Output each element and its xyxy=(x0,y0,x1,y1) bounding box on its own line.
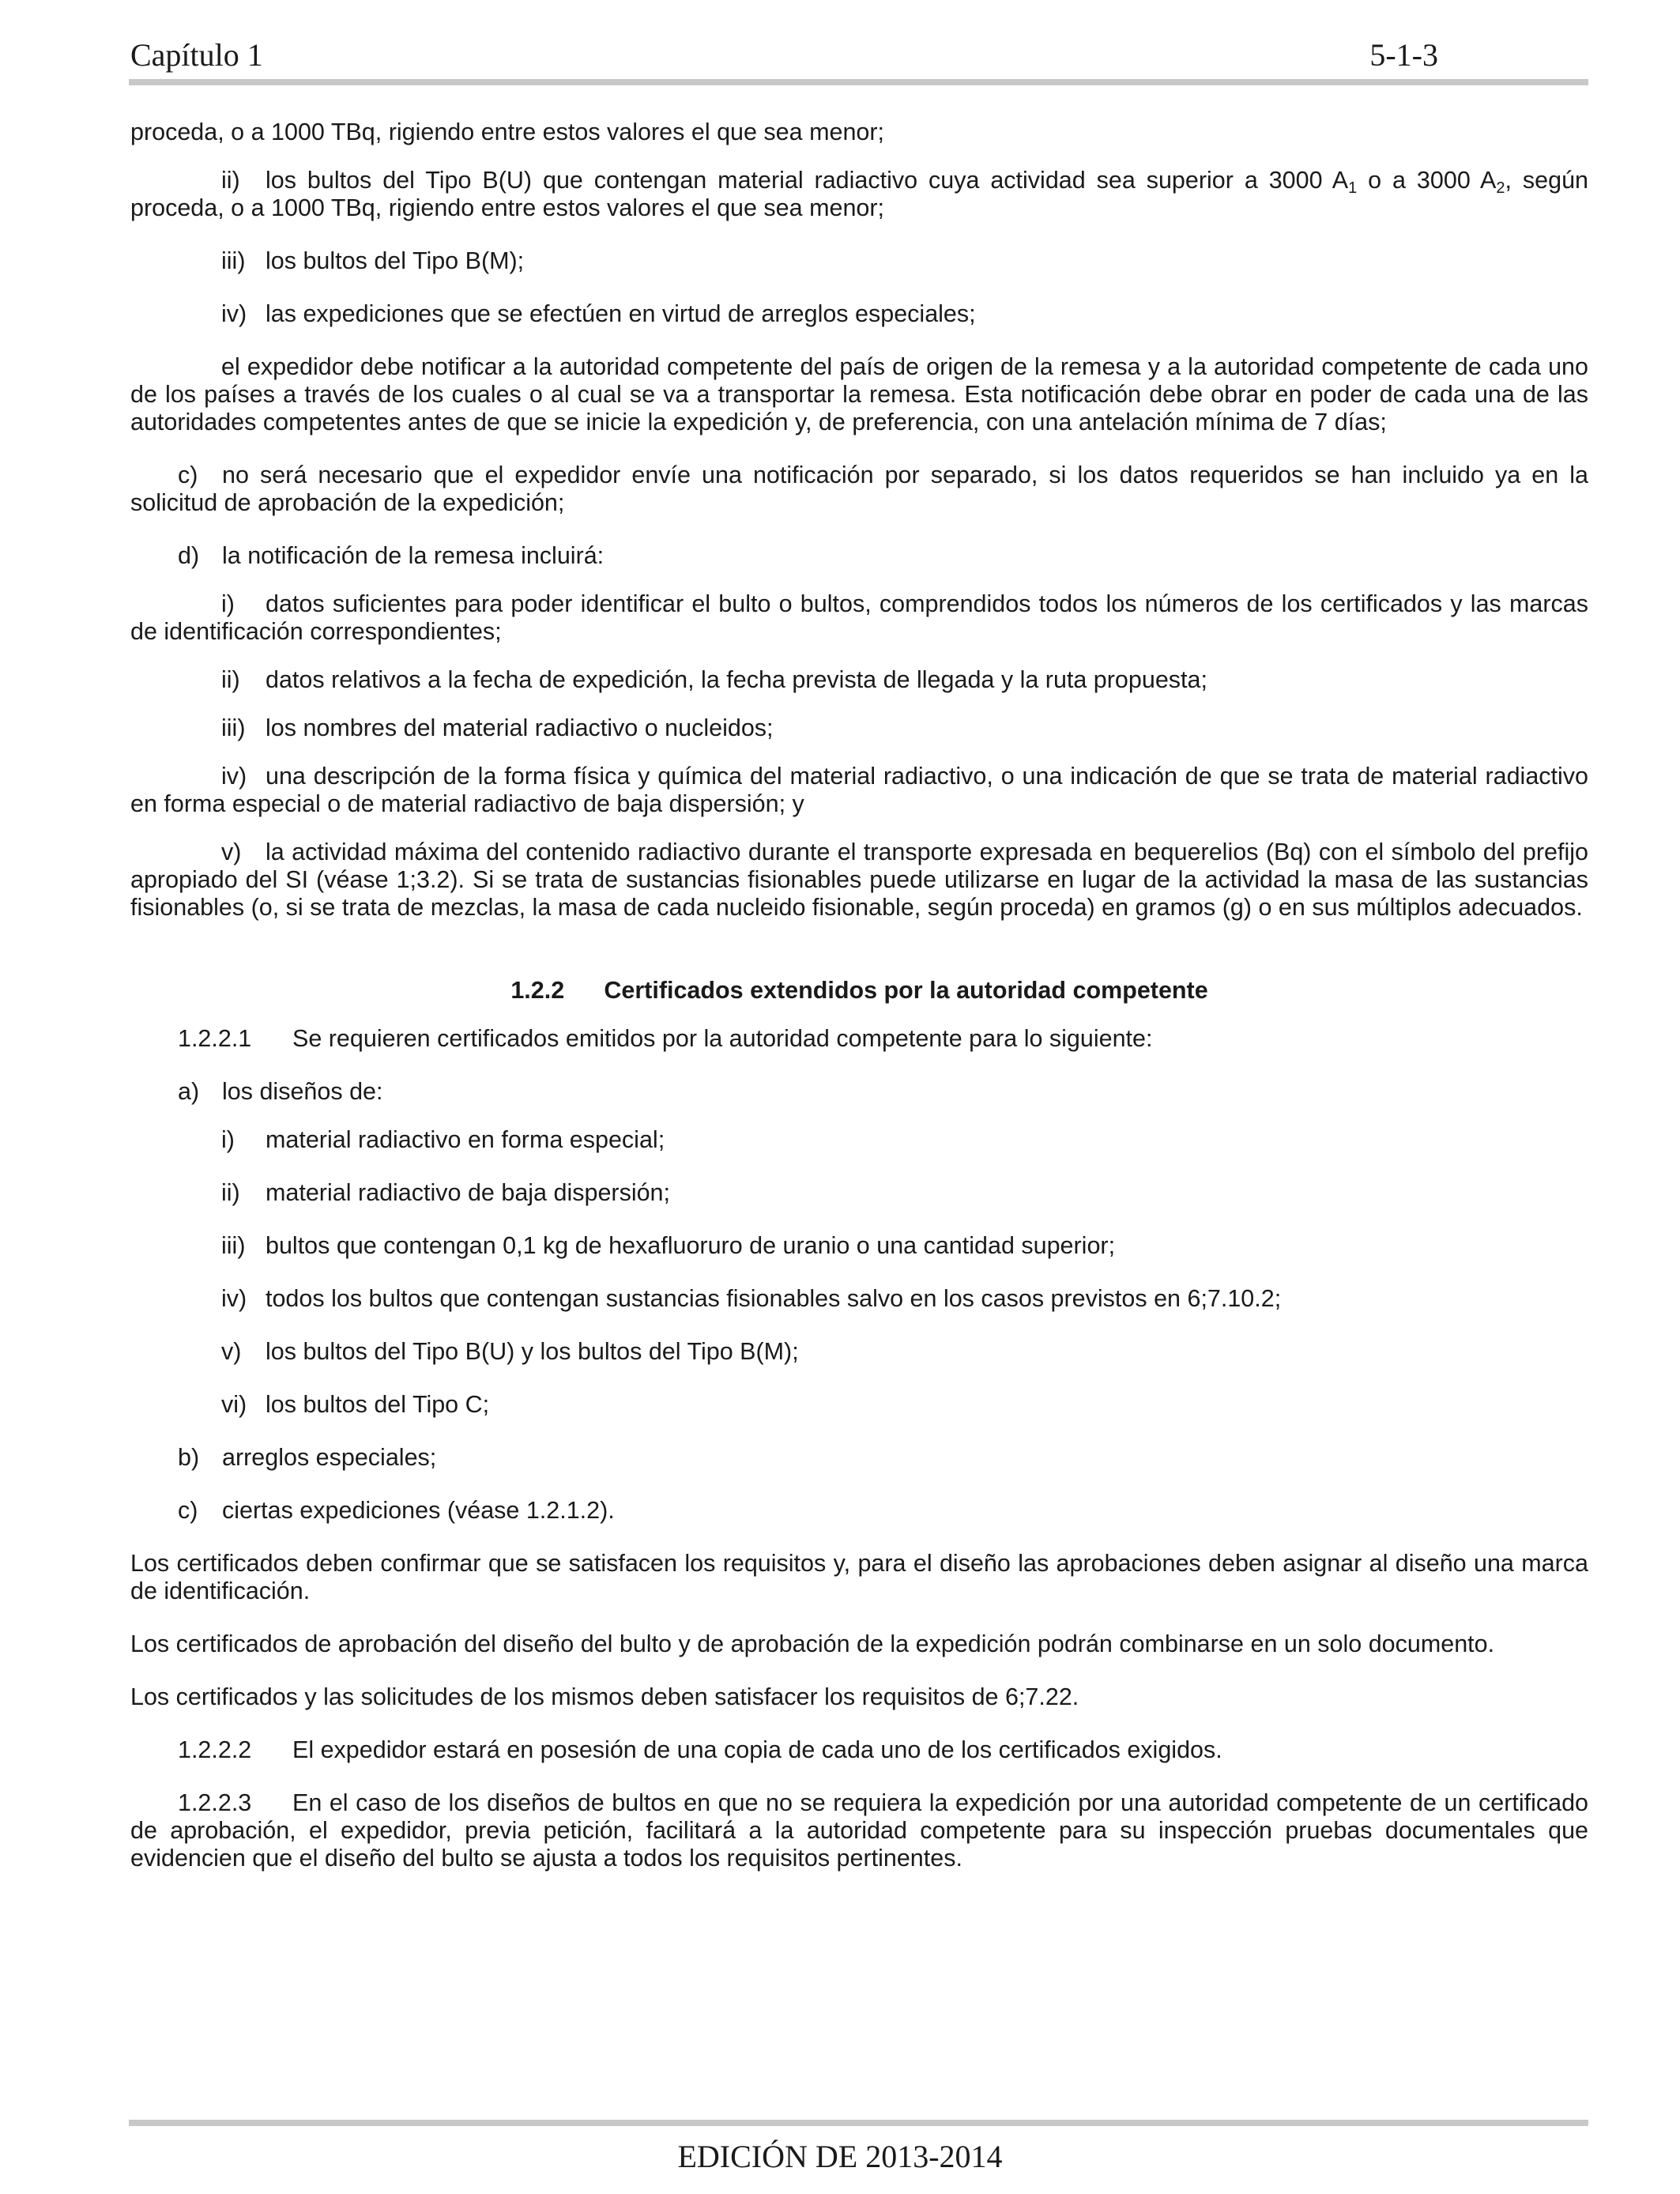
list-label: i) xyxy=(221,1126,235,1153)
list-label: iv) xyxy=(221,763,247,790)
paragraph-1-2-2-3: 1.2.2.3 En el caso de los diseños de bultos en que no se requiera la expedición por una autoridad competente de un certificado de aprobación, el expedidor, previa petición, facilitará a la autoridad competente para su inspección pruebas documentales que evidencien que el diseño del bulto se ajusta a todos los requisitos pertinentes. xyxy=(130,1789,1588,1872)
list-item-b: b) arreglos especiales; xyxy=(178,1444,437,1471)
section-number: 1.2.2 xyxy=(510,977,565,1004)
page-header xyxy=(130,30,1438,77)
paragraph-certificados-3: Los certificados y las solicitudes de los mismos deben satisfacer los requisitos de 6;7.22. xyxy=(130,1683,1079,1710)
section-title: Certificados extendidos por la autoridad competente xyxy=(604,977,1208,1004)
footer-rule xyxy=(129,2120,1588,2126)
list-label: b) xyxy=(178,1444,200,1471)
list-item-d-iii: iii) los nombres del material radiactivo o nucleidos; xyxy=(221,714,774,741)
paragraph-certificados-2: Los certificados de aprobación del diseño del bulto y de aprobación de la expedición podrán combinarse en un solo documento. xyxy=(130,1630,1495,1657)
list-label: c) xyxy=(178,1497,198,1524)
paragraph-expedidor: el expedidor debe notificar a la autoridad competente del país de origen de la remesa y a la autoridad competente de cada uno de los países a través de los cuales o al cual se va a transportar la remesa. Esta notificación debe obrar en poder de cada una de las autoridades competentes antes de que se inicie la expedición y, de preferencia, con una antelación mínima de 7 días; xyxy=(130,353,1588,435)
paragraph-1-2-2-1: 1.2.2.1 Se requieren certificados emitidos por la autoridad competente para lo siguiente: xyxy=(178,1025,1153,1052)
document-body xyxy=(130,119,1588,1872)
list-label: ii) xyxy=(221,666,240,693)
list-label: c) xyxy=(178,462,198,488)
list-label: ii) xyxy=(221,167,240,194)
list-label: ii) xyxy=(221,1179,240,1206)
list-label: vi) xyxy=(221,1391,247,1418)
list-item-a-vi: vi) los bultos del Tipo C; xyxy=(221,1391,490,1418)
list-item-a-ii: ii) material radiactivo de baja dispersión; xyxy=(221,1179,670,1206)
paragraph-number: 1.2.2.3 xyxy=(178,1789,252,1816)
page-reference: 5-1-3 xyxy=(1369,37,1438,73)
list-item-d-ii: ii) datos relativos a la fecha de expedición, la fecha prevista de llegada y la ruta propuesta; xyxy=(221,666,1207,693)
list-item-a-v: v) los bultos del Tipo B(U) y los bultos del Tipo B(M); xyxy=(221,1338,799,1365)
list-item-d: d) la notificación de la remesa incluirá: xyxy=(178,542,605,569)
list-item-a-i: i) material radiactivo en forma especial; xyxy=(221,1126,665,1153)
list-label: iii) xyxy=(221,1232,246,1259)
list-label: v) xyxy=(221,1338,242,1365)
list-label: iv) xyxy=(221,300,247,327)
list-label: v) xyxy=(221,839,242,865)
list-item-c: c) no será necesario que el expedidor envíe una notificación por separado, si los datos requeridos se han incluido ya en la solicitud de aprobación de la expedición; xyxy=(130,462,1588,516)
paragraph-number: 1.2.2.2 xyxy=(178,1736,252,1763)
list-item-c2: c) ciertas expediciones (véase 1.2.1.2). xyxy=(178,1497,615,1524)
list-item-a: a) los diseños de: xyxy=(178,1078,383,1105)
list-item-a-iv: iv) todos los bultos que contengan sustancias fisionables salvo en los casos previstos en 6;7.10.2; xyxy=(221,1285,1282,1312)
list-item-d-v: v) la actividad máxima del contenido radiactivo durante el transporte expresada en bequerelios (Bq) con el símbolo del prefijo apropiado del SI (véase 1;3.2). Si se trata de sustancias fisionables puede utilizarse en lugar de la actividad la masa de las sustancias fisionables (o, si se trata de mezclas, la masa de cada nucleido fisionable, según proceda) en gramos (g) o en sus múltiplos adecuados. xyxy=(130,839,1588,921)
page-footer: EDICIÓN DE 2013-2014 xyxy=(677,2139,1003,2174)
chapter-title: Capítulo 1 xyxy=(130,37,263,73)
list-item-b-ii: ii) los bultos del Tipo B(U) que contengan material radiactivo cuya actividad sea superior a 3000 $A_1$ o a 3000 $A_2$, según proceda, o a 1000 TBq, rigiendo entre estos valores el que sea menor; xyxy=(130,167,1588,221)
list-label: iv) xyxy=(221,1285,247,1312)
paragraph-number: 1.2.2.1 xyxy=(178,1025,252,1052)
list-label: iii) xyxy=(221,714,246,741)
list-label: a) xyxy=(178,1078,200,1105)
list-item-a-iii: iii) bultos que contengan 0,1 kg de hexafluoruro de uranio o una cantidad superior; xyxy=(221,1232,1116,1259)
list-item-d-i: i) datos suficientes para poder identificar el bulto o bultos, comprendidos todos los números de los certificados y las marcas de identificación correspondientes; xyxy=(130,590,1588,645)
list-item-b-iv: iv) las expediciones que se efectúen en virtud de arreglos especiales; xyxy=(221,300,976,327)
header-rule xyxy=(129,79,1588,85)
paragraph-certificados-1: Los certificados deben confirmar que se satisfacen los requisitos y, para el diseño las aprobaciones deben asignar al diseño una marca de identificación. xyxy=(130,1550,1588,1604)
list-item-b-iii: iii) los bultos del Tipo B(M); xyxy=(221,247,525,274)
list-item-d-iv: iv) una descripción de la forma física y química del material radiactivo, o una indicación de que se trata de material radiactivo en forma especial o de material radiactivo de baja dispersión; y xyxy=(130,763,1588,817)
list-label: i) xyxy=(221,590,235,617)
section-heading xyxy=(130,977,1588,1005)
list-label: d) xyxy=(178,542,200,569)
list-label: iii) xyxy=(221,247,246,274)
paragraph-continuation: proceda, o a 1000 TBq, rigiendo entre estos valores el que sea menor; xyxy=(130,119,885,145)
paragraph-1-2-2-2: 1.2.2.2 El expedidor estará en posesión de una copia de cada uno de los certificados exigidos. xyxy=(178,1736,1222,1763)
